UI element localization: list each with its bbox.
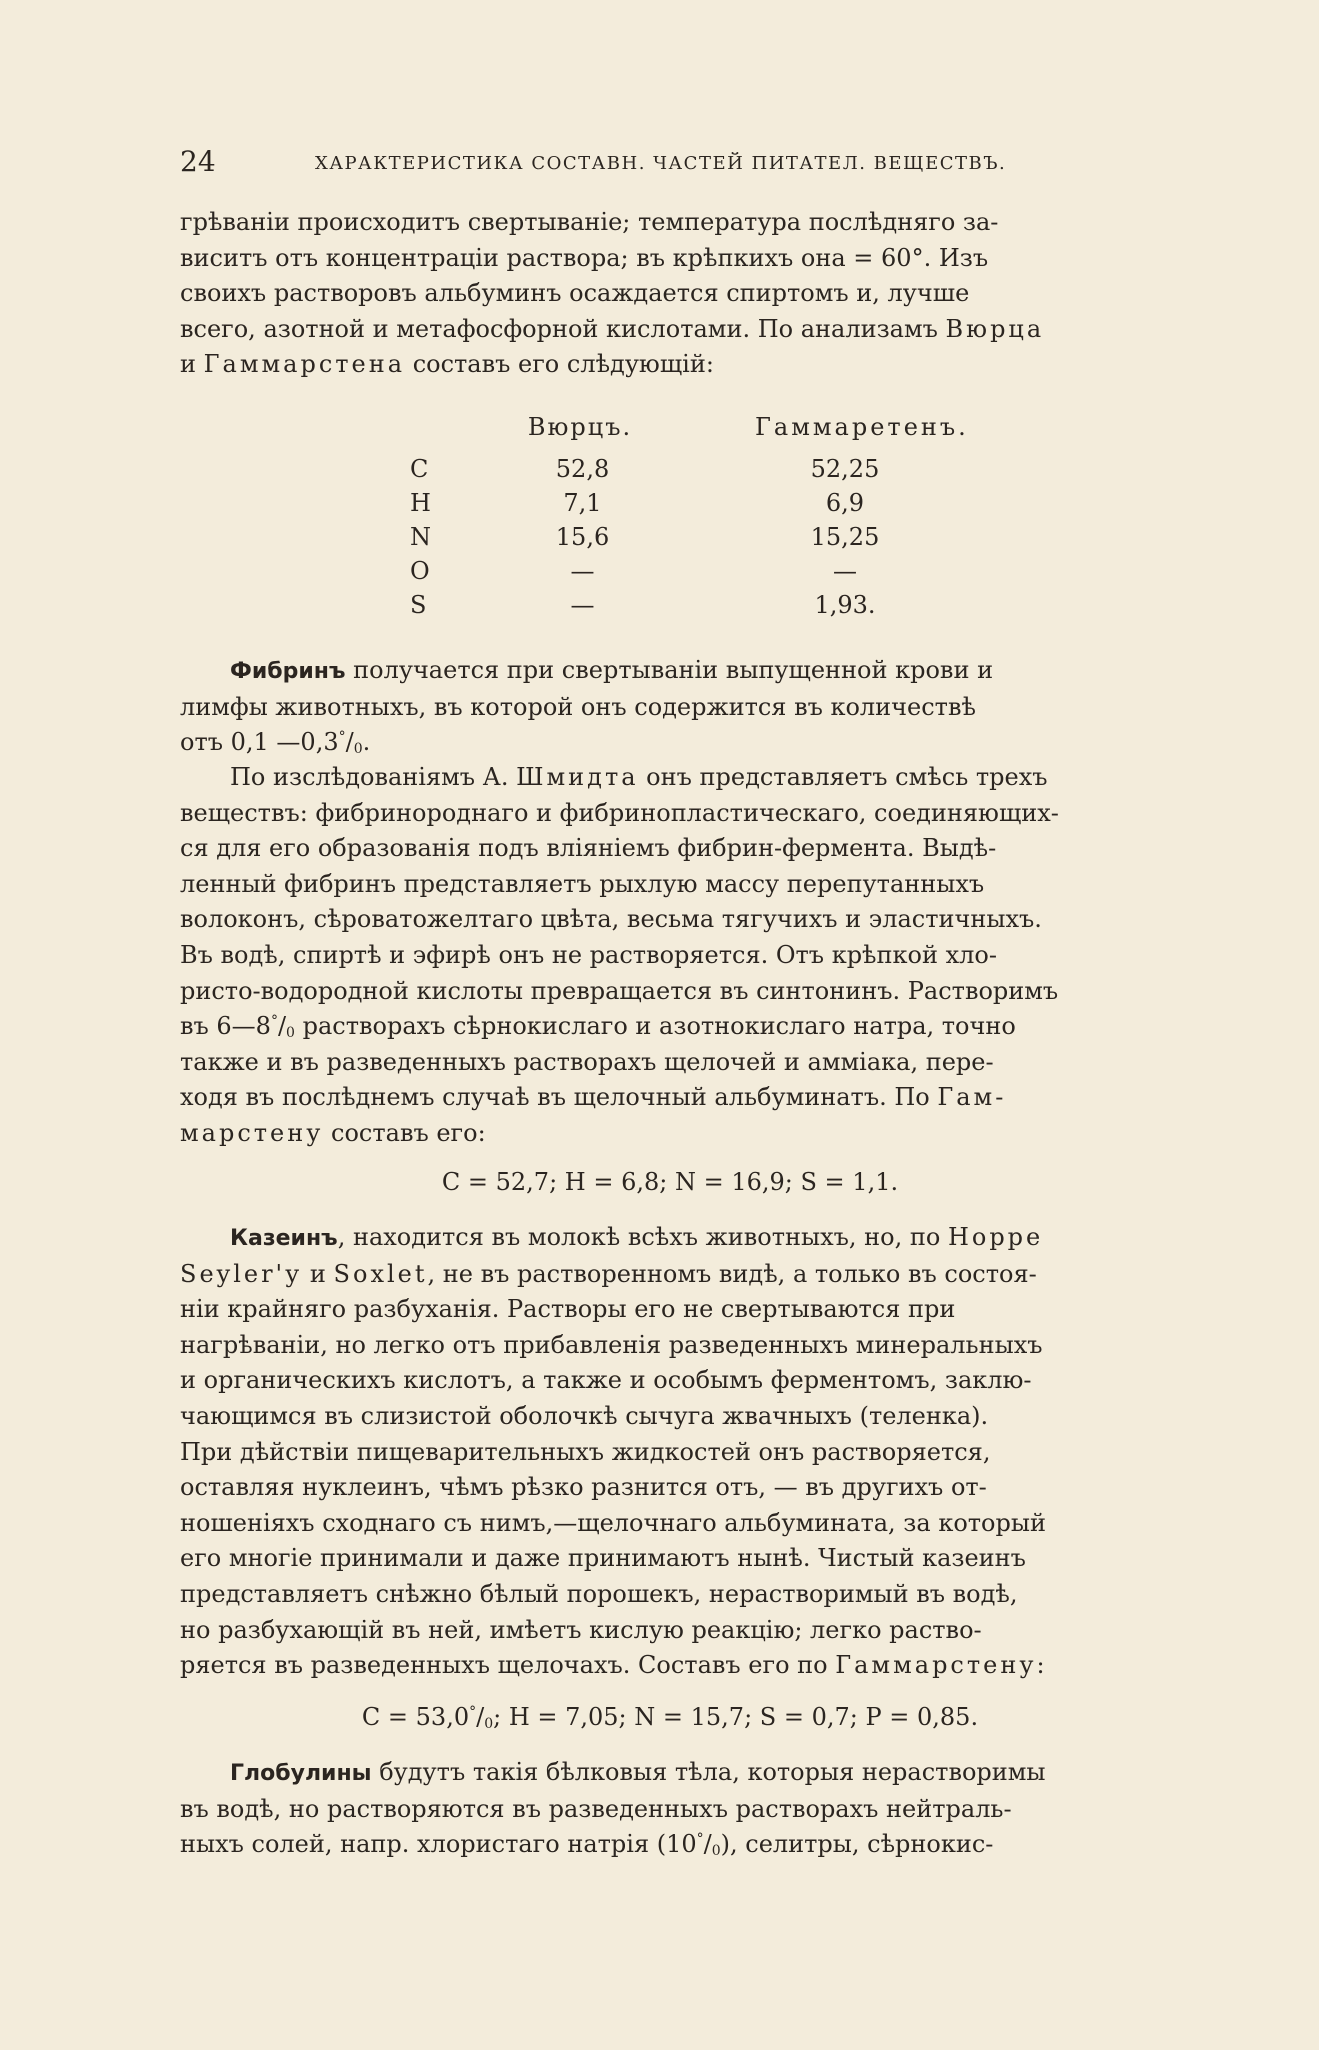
- author-name: Seyler'у: [180, 1259, 303, 1288]
- text-line: ряется въ разведенныхъ щелочахъ. Составъ его по: [180, 1651, 836, 1680]
- text-line: оставляя нуклеинъ, чѣмъ рѣзко разнится отъ, — въ другихъ от-: [180, 1473, 987, 1502]
- column-header-wurtz: Вюрцъ.: [527, 413, 633, 441]
- text-line: получается при свертываніи выпущенной крови и: [345, 656, 994, 684]
- author-name: Шмидта: [516, 763, 639, 791]
- subscript-zero: 0: [286, 1025, 295, 1042]
- text-line: составъ его:: [323, 1118, 486, 1147]
- text-line: , находится въ молокѣ всѣхъ животныхъ, но, по: [337, 1223, 948, 1251]
- formula-fibrin: C = 52,7; H = 6,8; N = 16,9; S = 1,1.: [441, 1168, 899, 1196]
- author-name: Soxlet: [333, 1259, 428, 1288]
- text-line: и: [302, 1259, 334, 1288]
- text-line: составъ его слѣдующій:: [405, 350, 714, 379]
- wurtz-value-cell: 15,6: [555, 523, 610, 551]
- text-line: волоконъ, сѣроватожелтаго цвѣта, весьма тягучихъ и эластичныхъ.: [180, 905, 1042, 934]
- slash: /: [476, 1703, 485, 1731]
- slash: /: [345, 728, 354, 757]
- text-line: Въ водѣ, спиртѣ и эфирѣ онъ не растворяется. Отъ крѣпкой хло-: [180, 940, 997, 969]
- paragraph-casein: [180, 1220, 1160, 1684]
- text-line: растворахъ сѣрнокислаго и азотнокислаго натра, точно: [294, 1012, 1016, 1041]
- text-line: въ водѣ, но растворяются въ разведенныхъ растворахъ нейтраль-: [180, 1794, 1012, 1823]
- text-line: чающимся въ слизистой оболочкѣ сычуга жвачныхъ (теленка).: [180, 1401, 989, 1430]
- text-line: По изслѣдованіямъ А.: [230, 763, 517, 791]
- element-cell: H: [410, 489, 431, 517]
- text-line: ), селитры, сѣрнокис-: [720, 1830, 994, 1859]
- text-line: ленный фибринъ представляетъ рыхлую массу перепутанныхъ: [180, 869, 985, 898]
- hammarsten-value-cell: 1,93.: [814, 591, 876, 619]
- term-fibrin: Фибринъ: [230, 659, 346, 684]
- author-name: Hoppe: [947, 1223, 1044, 1251]
- text-line: будутъ такія бѣлковыя тѣла, которыя нерастворимы: [371, 1758, 1046, 1786]
- text-line: своихъ растворовъ альбуминъ осаждается спиртомъ и, лучше: [180, 279, 970, 308]
- text-line: веществъ: фибринороднаго и фибринопластическаго, соединяющих-: [180, 798, 1059, 827]
- hammarsten-value-cell: 52,25: [810, 455, 880, 483]
- paragraph-globulins: [180, 1755, 1160, 1863]
- formula-casein: [180, 1703, 1160, 1731]
- text-line: его многіе принимали и даже принимаютъ нынѣ. Чистый казеинъ: [180, 1544, 1026, 1573]
- text-line: нагрѣваніи, но легко отъ прибавленія разведенныхъ минеральныхъ: [180, 1330, 1043, 1359]
- subscript-zero: 0: [353, 741, 363, 758]
- text-line: ніи крайняго разбуханія. Растворы его не свертываются при: [180, 1295, 956, 1324]
- author-name: Гаммарстену:: [835, 1651, 1048, 1680]
- element-cell: O: [410, 557, 430, 585]
- degree-sign: °: [696, 1831, 704, 1848]
- text-line: виситъ отъ концентраціи раствора; въ крѣпкихъ она = 60°. Изъ: [180, 243, 989, 272]
- formula-part: ; H = 7,05; N = 15,7; S = 0,7; P = 0,85.: [493, 1703, 979, 1731]
- text-line: отъ 0,1 —0,3: [180, 728, 339, 757]
- term-casein: Казеинъ: [230, 1226, 338, 1251]
- element-cell: N: [410, 523, 431, 551]
- wurtz-value-cell: 52,8: [555, 455, 610, 483]
- text-line: представляетъ снѣжно бѣлый порошекъ, нерастворимый въ водѣ,: [180, 1579, 1018, 1608]
- paragraph-albumin-end: [180, 205, 1160, 383]
- text-line: но разбухающій въ ней, имѣетъ кислую реакцію; легко раство-: [180, 1615, 982, 1644]
- text-line: ся для его образованія подъ вліяніемъ фибрин-фермента. Выдѣ-: [180, 834, 997, 863]
- wurtz-value-cell: —: [570, 591, 595, 619]
- formula-part: C = 53,0: [361, 1703, 470, 1731]
- paragraph-schmidt: [180, 760, 1160, 1152]
- text-line: всего, азотной и метафосфорной кислотами. По анализамъ: [180, 314, 946, 343]
- author-name: Гам-: [937, 1083, 1007, 1112]
- hammarsten-value-cell: 15,25: [810, 523, 880, 551]
- running-title: ХАРАКТЕРИСТИКА СОСТАВН. ЧАСТЕЙ ПИТАТЕЛ. ВЕЩЕСТВЪ.: [315, 153, 1007, 174]
- degree-sign: °: [270, 1013, 278, 1030]
- text-line: , не въ растворенномъ видѣ, а только въ состоя-: [427, 1259, 1037, 1288]
- wurtz-value-cell: 7,1: [563, 489, 602, 517]
- degree-sign: °: [338, 729, 346, 746]
- text-line: лимфы животныхъ, въ которой онъ содержится въ количествѣ: [180, 692, 976, 721]
- text-line: При дѣйствіи пищеварительныхъ жидкостей онъ растворяется,: [180, 1437, 991, 1466]
- page-number: 24: [180, 145, 216, 178]
- text-line: также и въ разведенныхъ растворахъ щелочей и амміака, пере-: [180, 1047, 994, 1076]
- author-name: марстену: [180, 1118, 324, 1147]
- hammarsten-value-cell: 6,9: [825, 489, 865, 517]
- text-line: и органическихъ кислотъ, а также и особымъ ферментомъ, заклю-: [180, 1366, 1032, 1395]
- text-line: ношеніяхъ сходнаго съ нимъ,—щелочнаго альбумината, за который: [180, 1508, 1046, 1537]
- wurtz-value-cell: —: [570, 557, 595, 585]
- text-line: ныхъ солей, напр. хлористаго натрія (10: [180, 1830, 697, 1859]
- element-cell: C: [410, 455, 429, 483]
- slash: /: [277, 1012, 287, 1041]
- text-line: ристо-водородной кислоты превращается въ синтонинъ. Растворимъ: [180, 976, 1059, 1005]
- slash: /: [703, 1830, 712, 1859]
- text-line: онъ представляетъ смѣсь трехъ: [638, 763, 1048, 791]
- author-name: Гаммарстена: [203, 350, 406, 379]
- text-line: и: [180, 350, 204, 379]
- subscript-zero: 0: [484, 1716, 494, 1732]
- term-globulins: Глобулины: [230, 1761, 372, 1786]
- element-cell: S: [410, 591, 427, 619]
- page-header: [180, 145, 1160, 185]
- paragraph-fibrin: [180, 653, 1160, 761]
- column-header-hammarsten: Гаммаретенъ.: [755, 413, 969, 441]
- subscript-zero: 0: [711, 1843, 721, 1860]
- degree-sign: °: [469, 1704, 477, 1720]
- hammarsten-value-cell: —: [833, 557, 857, 585]
- text-line: грѣваніи происходитъ свертываніе; температура послѣдняго за-: [180, 208, 999, 236]
- text-line: въ 6—8: [180, 1012, 271, 1041]
- text-line: .: [362, 728, 371, 757]
- author-name: Вюрца: [945, 314, 1045, 343]
- text-line: ходя въ послѣднемъ случаѣ въ щелочный альбуминатъ. По: [180, 1083, 938, 1112]
